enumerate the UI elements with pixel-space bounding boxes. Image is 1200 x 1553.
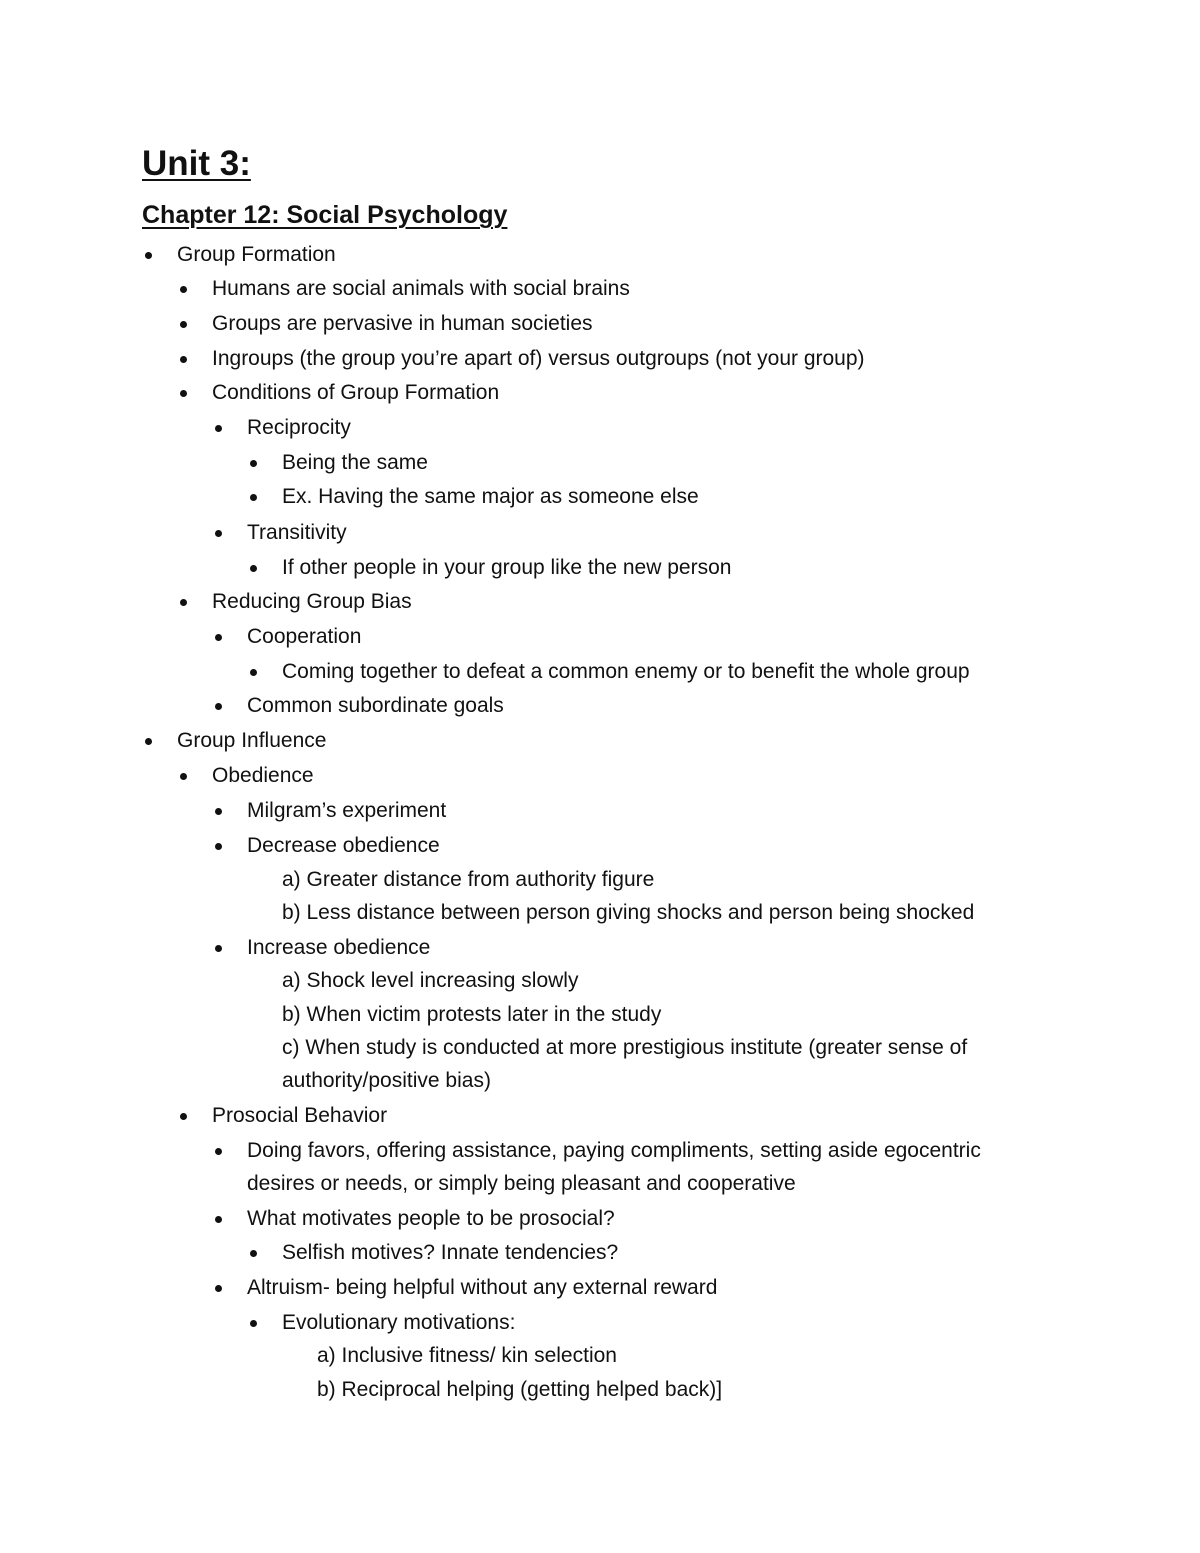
bullet-icon [180,356,187,363]
outline-item-text: Humans are social animals with social brains [212,277,630,300]
outline-item-level-1 [0,239,1200,271]
outline-item-text: Reducing Group Bias [212,590,412,613]
outline-subitem [0,897,1200,929]
outline-item-level-3 [0,932,1200,964]
outline-item-level-3 [0,517,1200,549]
outline-item-level-1 [0,725,1200,757]
bullet-icon [215,1216,222,1223]
outline-item-text: Altruism- being helpful without any external reward [247,1276,718,1299]
outline-item-text: Conditions of Group Formation [212,381,500,404]
outline-item-level-2 [0,760,1200,792]
bullet-icon [180,286,187,293]
outline-item-level-3 [0,621,1200,653]
bullet-icon [215,808,222,815]
bullet-icon [215,703,222,710]
outline-item-continuation [0,1168,1200,1200]
outline-item-text: Prosocial Behavior [212,1104,388,1127]
outline-item-level-3 [0,1135,1200,1167]
outline-item-level-3 [0,412,1200,444]
outline-item-text: Evolutionary motivations: [282,1311,516,1334]
bullet-icon [145,738,152,745]
bullet-icon [250,494,257,501]
outline-subitem [0,999,1200,1031]
bullet-icon [215,634,222,641]
outline-item-text: authority/positive bias) [282,1069,491,1092]
bullet-icon [215,425,222,432]
outline-item-level-4 [0,447,1200,479]
outline-item-text: a) Greater distance from authority figure [282,868,655,891]
outline-item-text: Group Influence [177,729,327,752]
outline-item-text: What motivates people to be prosocial? [247,1207,615,1230]
outline-subitem [0,864,1200,896]
outline-item-text: b) When victim protests later in the study [282,1003,662,1026]
outline-item-level-3 [0,1272,1200,1304]
outline-item-level-3 [0,830,1200,862]
outline-subitem [0,965,1200,997]
unit-title: Unit 3: [142,144,251,183]
bullet-icon [215,1285,222,1292]
outline-item-level-2 [0,273,1200,305]
outline-item-text: Common subordinate goals [247,694,504,717]
bullet-icon [180,773,187,780]
bullet-icon [250,460,257,467]
outline-item-text: Ex. Having the same major as someone else [282,485,699,508]
bullet-icon [215,843,222,850]
outline-item-text: Ingroups (the group you’re apart of) versus outgroups (not your group) [212,347,865,370]
bullet-icon [145,252,152,259]
bullet-icon [250,1320,257,1327]
outline-item-level-2 [0,1100,1200,1132]
bullet-icon [250,669,257,676]
outline-item-text: Decrease obedience [247,834,440,857]
bullet-icon [180,390,187,397]
outline-item-level-2 [0,586,1200,618]
outline-item-text: Doing favors, offering assistance, paying compliments, setting aside egocentric [247,1139,981,1162]
outline-item-text: Transitivity [247,521,347,544]
outline-item-text: Cooperation [247,625,362,648]
outline-item-level-3 [0,1203,1200,1235]
outline-subitem [0,1340,1200,1372]
outline-item-level-4 [0,1307,1200,1339]
outline-item-text: a) Inclusive fitness/ kin selection [317,1344,617,1367]
bullet-icon [250,1250,257,1257]
chapter-heading: Chapter 12: Social Psychology [142,201,508,229]
outline-subitem [0,1374,1200,1406]
outline-item-level-4 [0,1237,1200,1269]
bullet-icon [180,599,187,606]
outline-item-text: Being the same [282,451,428,474]
outline-subitem [0,1032,1200,1064]
outline-item-text: Obedience [212,764,314,787]
outline-item-text: Groups are pervasive in human societies [212,312,593,335]
outline-item-level-4 [0,656,1200,688]
outline-item-level-2 [0,308,1200,340]
outline-item-text: Group Formation [177,243,336,266]
outline-item-level-3 [0,690,1200,722]
outline-item-level-3 [0,795,1200,827]
outline-item-text: b) Less distance between person giving shocks and person being shocked [282,901,975,924]
bullet-icon [180,321,187,328]
outline-item-text: desires or needs, or simply being pleasant and cooperative [247,1172,796,1195]
outline-item-text: a) Shock level increasing slowly [282,969,579,992]
outline-item-level-2 [0,343,1200,375]
outline-item-text: b) Reciprocal helping (getting helped back)] [317,1378,723,1401]
outline-item-level-2 [0,377,1200,409]
outline-item-text: Increase obedience [247,936,431,959]
outline-item-text: Reciprocity [247,416,351,439]
bullet-icon [250,565,257,572]
outline-subitem-continuation [0,1065,1200,1097]
outline-item-text: Milgram’s experiment [247,799,447,822]
bullet-icon [215,945,222,952]
outline-item-text: Selfish motives? Innate tendencies? [282,1241,619,1264]
outline-item-level-4 [0,552,1200,584]
outline-item-text: Coming together to defeat a common enemy or to benefit the whole group [282,660,970,683]
bullet-icon [180,1113,187,1120]
bullet-icon [215,530,222,537]
outline-item-text: c) When study is conducted at more prestigious institute (greater sense of [282,1036,968,1059]
outline-item-text: If other people in your group like the new person [282,556,732,579]
bullet-icon [215,1148,222,1155]
outline-item-level-4 [0,481,1200,513]
